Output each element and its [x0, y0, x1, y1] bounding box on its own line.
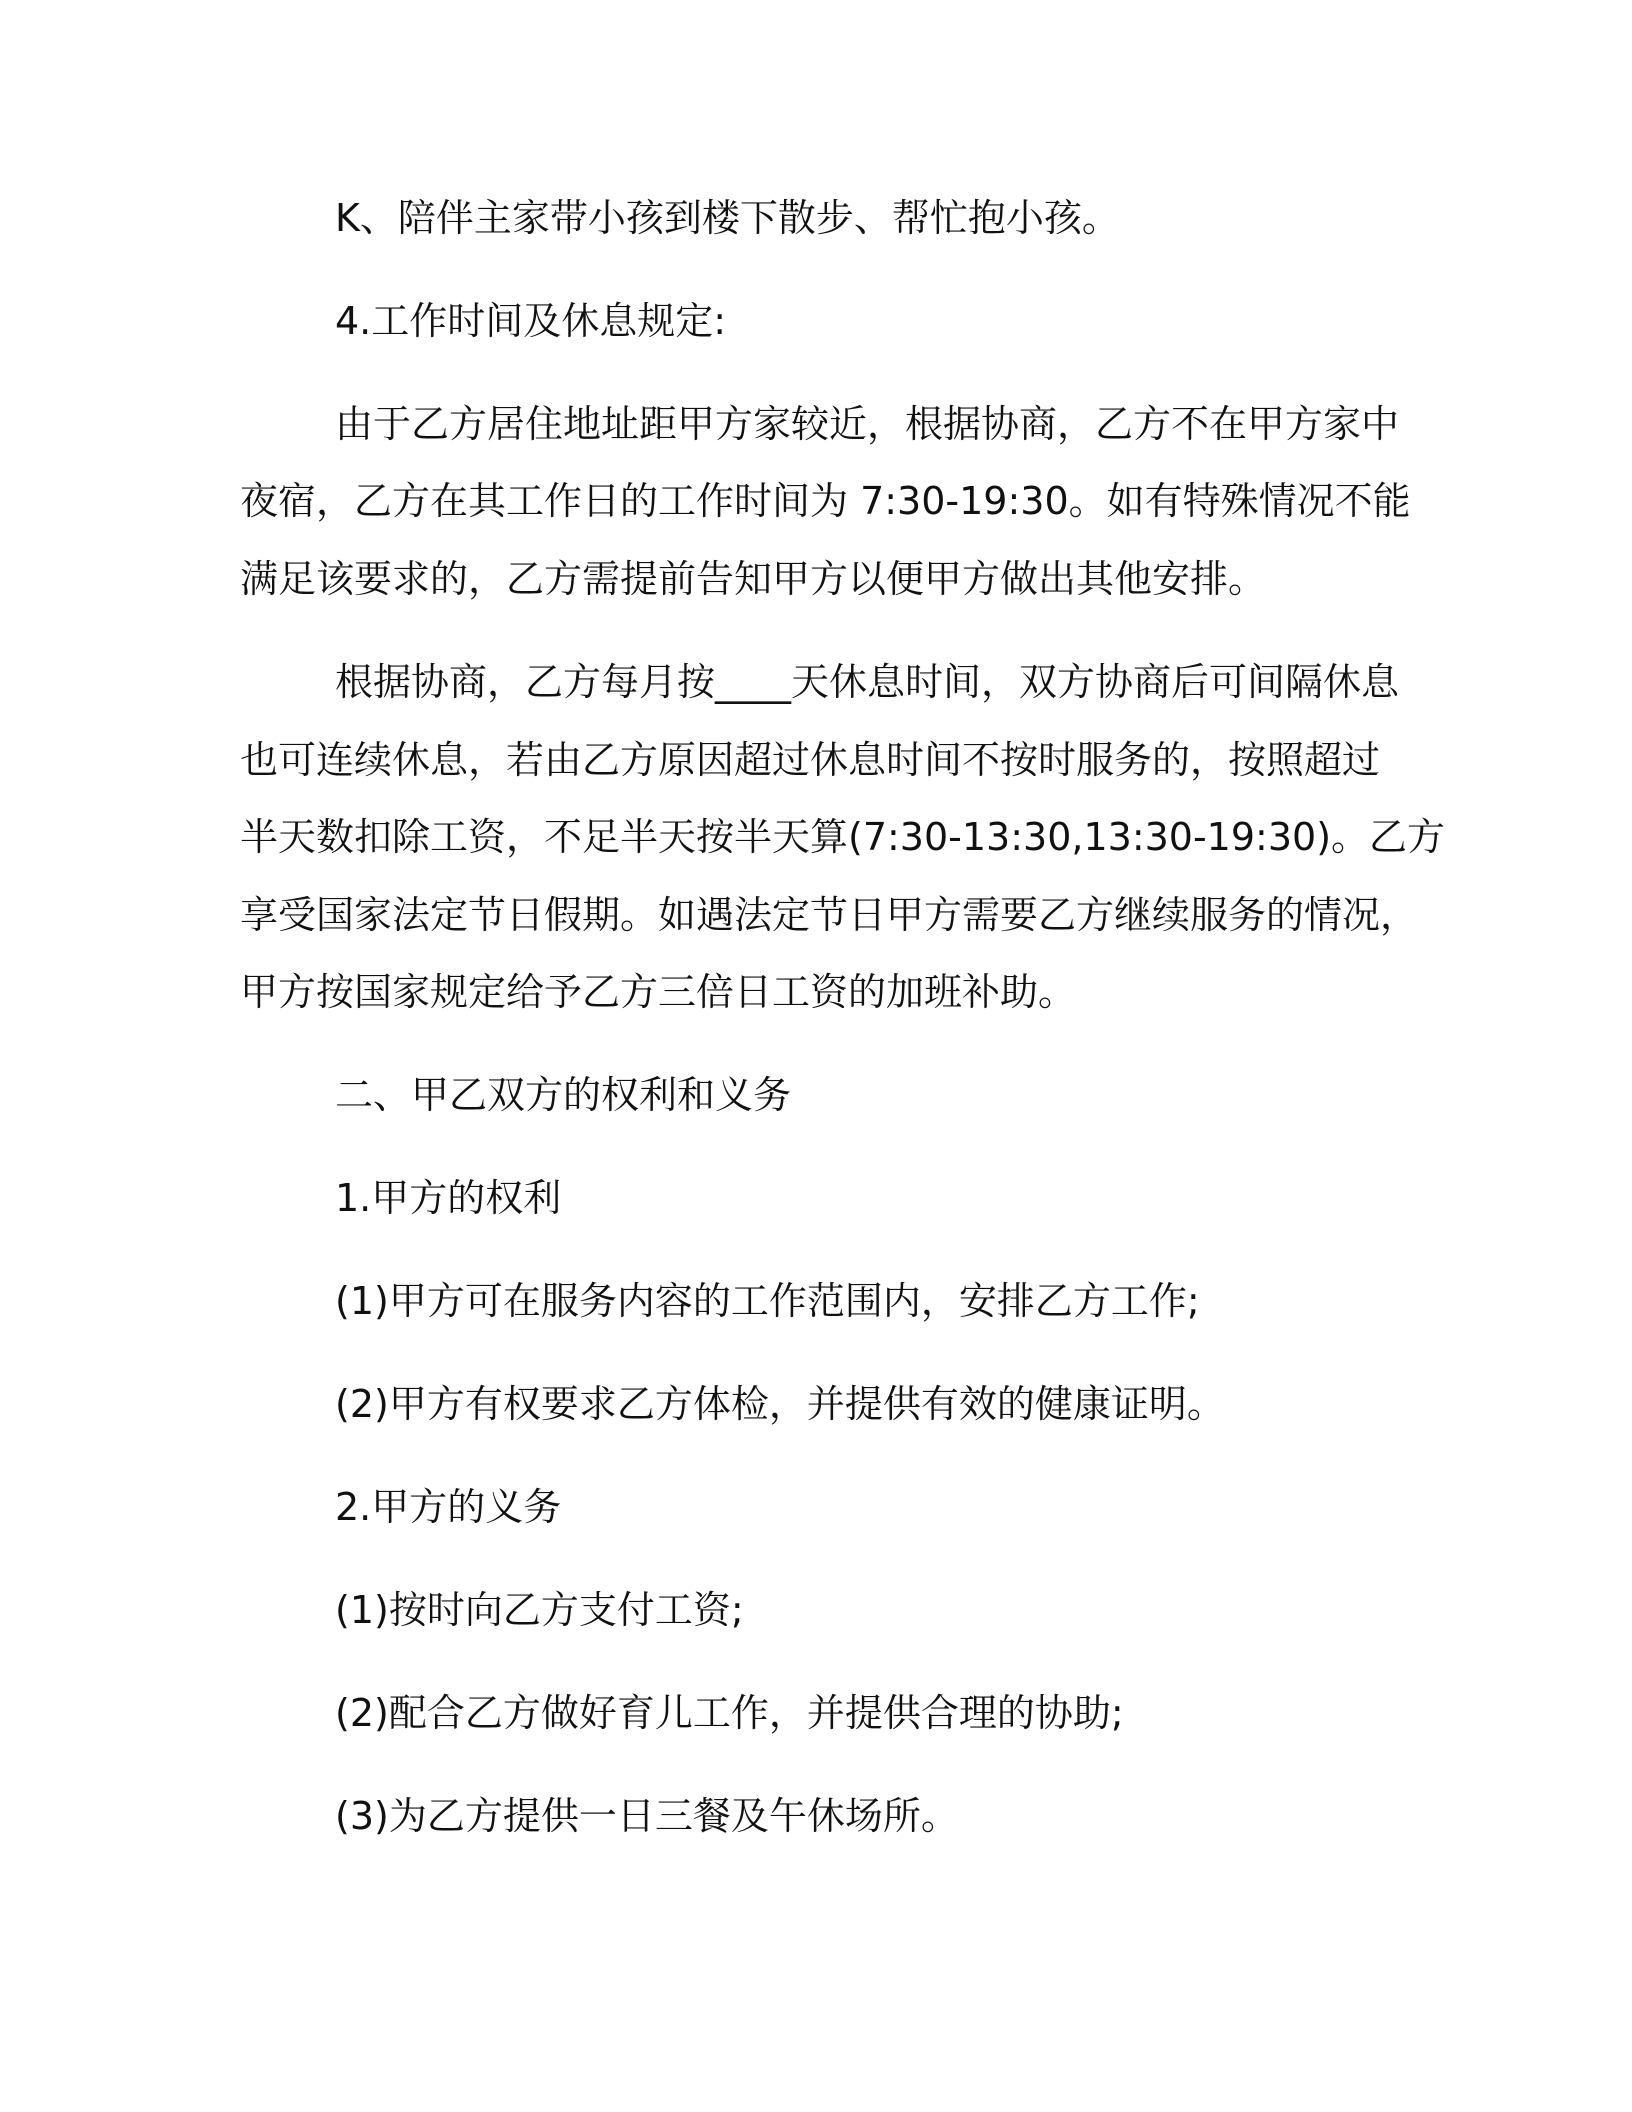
subsection-heading: 1.甲方的权利	[335, 1176, 562, 1220]
paragraph-line: 满足该要求的，乙方需提前告知甲方以便甲方做出其他安排。	[240, 557, 1267, 601]
subsection-heading: 2.甲方的义务	[335, 1485, 562, 1529]
text-line: K、陪伴主家带小孩到楼下散步、帮忙抱小孩。	[335, 196, 1120, 240]
list-item: (3)为乙方提供一日三餐及午休场所。	[335, 1794, 959, 1838]
paragraph-line: 根据协商，乙方每月按____天休息时间，双方协商后可间隔休息	[335, 660, 1400, 704]
paragraph-line: 半天数扣除工资，不足半天按半天算(7:30-13:30,13:30-19:30)。乙方	[240, 815, 1446, 859]
list-item: (2)配合乙方做好育儿工作，并提供合理的协助;	[335, 1691, 1124, 1735]
paragraph-line: 甲方按国家规定给予乙方三倍日工资的加班补助。	[240, 970, 1077, 1014]
list-item: (1)甲方可在服务内容的工作范围内，安排乙方工作;	[335, 1279, 1200, 1323]
list-item: (1)按时向乙方支付工资;	[335, 1588, 744, 1632]
section-heading: 4.工作时间及休息规定:	[335, 299, 727, 343]
paragraph-line: 也可连续休息，若由乙方原因超过休息时间不按时服务的，按照超过	[240, 738, 1381, 782]
paragraph-line: 由于乙方居住地址距甲方家较近，根据协商，乙方不在甲方家中	[335, 402, 1400, 446]
section-heading: 二、甲乙双方的权利和义务	[335, 1073, 792, 1117]
list-item: (2)甲方有权要求乙方体检，并提供有效的健康证明。	[335, 1382, 1225, 1426]
paragraph-line: 夜宿，乙方在其工作日的工作时间为 7:30-19:30。如有特殊情况不能	[240, 479, 1411, 523]
paragraph-line: 享受国家法定节日假期。如遇法定节日甲方需要乙方继续服务的情况，	[240, 893, 1419, 937]
